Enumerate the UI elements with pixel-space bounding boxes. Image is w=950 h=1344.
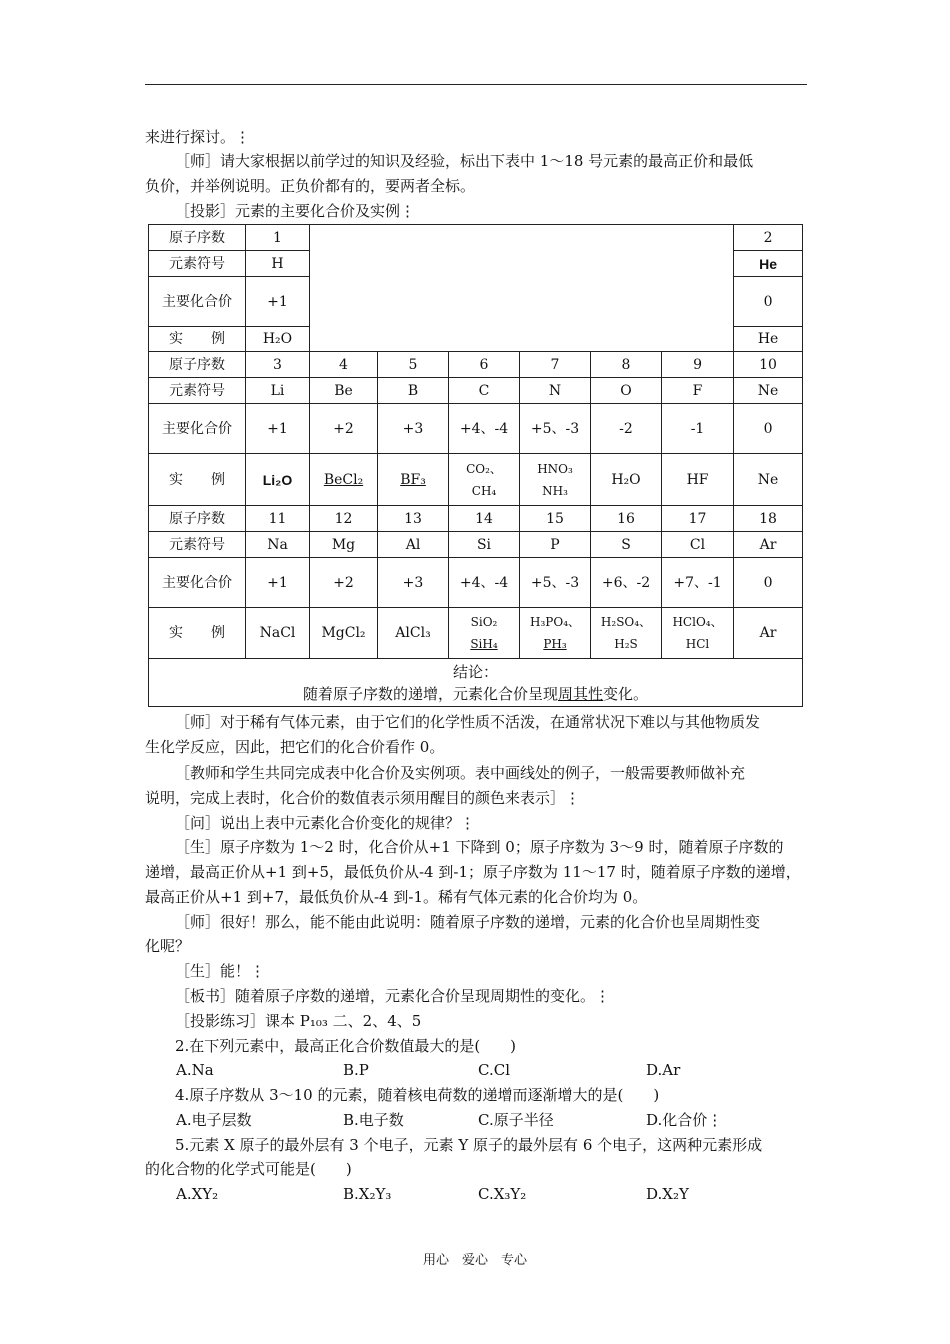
ex-line: CO₂、	[466, 461, 502, 476]
blank-block	[310, 225, 734, 352]
cell-ex: H₂O	[591, 454, 662, 506]
intro-line-3: 负价，并举例说明。正负价都有的，要两者全标。	[145, 177, 476, 195]
cell-val: -1	[662, 404, 734, 454]
q4-option-c: C.原子半径	[478, 1111, 554, 1129]
cell-num: 11	[246, 506, 310, 532]
cell-num-1: 1	[246, 225, 310, 251]
cell-num: 16	[591, 506, 662, 532]
cell-num: 3	[246, 352, 310, 378]
cell-val: +4、-4	[449, 558, 520, 608]
cell-val: -2	[591, 404, 662, 454]
label-example: 实 例	[149, 454, 246, 506]
cell-ex: HF	[662, 454, 734, 506]
cell-ex: Ar	[734, 608, 803, 659]
cell-sym: Na	[246, 532, 310, 558]
cell-val: +1	[246, 558, 310, 608]
cell-val: +4、-4	[449, 404, 520, 454]
cell-ex	[520, 454, 591, 506]
conclusion-key: 周其性	[558, 684, 604, 703]
ex-line: SiO₂	[470, 615, 498, 629]
ex-line: HNO₃	[537, 461, 573, 476]
cell-val: +1	[246, 404, 310, 454]
cell-ex: Li₂O	[246, 454, 310, 506]
para-4b: 递增，最高正价从+1 到+5，最低负价从-4 到-1；原子序数为 11～17 时，随着原子序数的递增，	[145, 863, 801, 881]
para-2a: ［教师和学生共同完成表中化合价及实例项。表中画线处的例子，一般需要教师做补充	[175, 764, 746, 782]
conclusion-pre: 随着原子序数的递增，元素化合价呈现	[303, 684, 559, 703]
cell-ex: Ne	[734, 454, 803, 506]
label-example: 实 例	[149, 327, 246, 352]
cell-ex	[449, 608, 520, 659]
para-4c: 最高正价从+1 到+7，最低负价从-4 到-1。稀有气体元素的化合价均为 0。	[145, 888, 648, 906]
cell-val: 0	[734, 558, 803, 608]
para-7: ［板书］随着原子序数的递增，元素化合价呈现周期性的变化。⋮	[175, 987, 611, 1005]
cell-num: 13	[378, 506, 449, 532]
cell-ex: MgCl₂	[310, 608, 378, 659]
q4-option-d: D.化合价⋮	[646, 1111, 723, 1129]
valence-table	[148, 224, 803, 707]
para-6: ［生］能！⋮	[175, 962, 266, 980]
q5-stem-2: 的化合物的化学式可能是( )	[145, 1160, 352, 1178]
para-5a: ［师］很好！那么，能不能由此说明：随着原子序数的递增，元素的化合价也呈周期性变	[175, 913, 761, 931]
cell-sym: Be	[310, 378, 378, 404]
cell-ex-1: H₂O	[246, 327, 310, 352]
q4-option-b: B.电子数	[343, 1111, 404, 1129]
ex-line: NH₃	[542, 483, 568, 498]
ex-line: H₃PO₄、	[530, 615, 580, 629]
ex-underlined: SiH₄	[470, 637, 498, 651]
cell-sym: Cl	[662, 532, 734, 558]
intro-line-2: ［师］请大家根据以前学过的知识及经验，标出下表中 1～18 号元素的最高正价和最低	[175, 152, 754, 170]
q2-option-a: A.Na	[176, 1061, 214, 1079]
conclusion-post: 变化。	[603, 684, 649, 703]
cell-val: +2	[310, 404, 378, 454]
cell-ex	[378, 454, 449, 506]
cell-sym: Al	[378, 532, 449, 558]
q4-stem: 4.原子序数从 3～10 的元素，随着核电荷数的递增而逐渐增大的是( )	[175, 1086, 660, 1104]
q5-stem-1: 5.元素 X 原子的最外层有 3 个电子，元素 Y 原子的最外层有 6 个电子，这两种元素形成	[175, 1136, 763, 1154]
cell-sym: P	[520, 532, 591, 558]
cell-sym: Si	[449, 532, 520, 558]
cell-sym-1: H	[246, 251, 310, 277]
q2-option-d: D.Ar	[646, 1061, 681, 1079]
ex-underlined: PH₃	[543, 637, 567, 651]
q5-option-a: A.XY₂	[176, 1185, 219, 1203]
label-atomic-number: 原子序数	[149, 506, 246, 532]
cell-sym: Ne	[734, 378, 803, 404]
q5-option-b: B.X₂Y₃	[343, 1185, 392, 1203]
label-symbol: 元素符号	[149, 532, 246, 558]
cell-sym: Li	[246, 378, 310, 404]
page-footer: 用心 爱心 专心	[422, 1253, 527, 1268]
cell-ex-2: He	[734, 327, 803, 352]
cell-num: 12	[310, 506, 378, 532]
para-8: ［投影练习］课本 P₁₀₃ 二、2、4、5	[175, 1012, 422, 1030]
cell-val: +2	[310, 558, 378, 608]
cell-val-2: 0	[734, 277, 803, 327]
intro-line-4: ［投影］元素的主要化合价及实例⋮	[175, 202, 416, 220]
cell-num: 8	[591, 352, 662, 378]
q2-stem: 2.在下列元素中，最高正化合价数值最大的是( )	[175, 1037, 517, 1055]
cell-ex	[310, 454, 378, 506]
cell-sym: O	[591, 378, 662, 404]
cell-num: 4	[310, 352, 378, 378]
cell-num: 18	[734, 506, 803, 532]
cell-num: 7	[520, 352, 591, 378]
cell-sym: N	[520, 378, 591, 404]
para-4a: ［生］原子序数为 1～2 时，化合价从+1 下降到 0；原子序数为 3～9 时，随着原子序数的	[175, 838, 784, 856]
label-symbol: 元素符号	[149, 378, 246, 404]
cell-sym-2: He	[734, 251, 803, 277]
cell-val: 0	[734, 404, 803, 454]
conclusion-cell	[149, 659, 803, 707]
ex-line: HCl	[685, 637, 710, 651]
label-atomic-number: 原子序数	[149, 225, 246, 251]
q5-option-d: D.X₂Y	[646, 1185, 689, 1203]
label-atomic-number: 原子序数	[149, 352, 246, 378]
header-rule	[145, 84, 807, 85]
para-1a: ［师］对于稀有气体元素，由于它们的化学性质不活泼，在通常状况下难以与其他物质发	[175, 713, 761, 731]
cell-num: 17	[662, 506, 734, 532]
cell-num-2: 2	[734, 225, 803, 251]
cell-ex: NaCl	[246, 608, 310, 659]
cell-val: +6、-2	[591, 558, 662, 608]
label-valence: 主要化合价	[149, 404, 246, 454]
para-1b: 生化学反应，因此，把它们的化合价看作 0。	[145, 738, 445, 756]
label-symbol: 元素符号	[149, 251, 246, 277]
conclusion-title: 结论：	[453, 662, 499, 681]
cell-ex	[591, 608, 662, 659]
cell-num: 14	[449, 506, 520, 532]
para-5b: 化呢？	[145, 937, 191, 955]
conclusion-text	[149, 683, 802, 705]
cell-num: 6	[449, 352, 520, 378]
cell-ex	[449, 454, 520, 506]
cell-val: +3	[378, 404, 449, 454]
ex-underlined: BeCl₂	[323, 471, 364, 488]
cell-ex	[662, 608, 734, 659]
para-3: ［问］说出上表中元素化合价变化的规律？⋮	[175, 814, 476, 832]
ex-line: CH₄	[471, 483, 497, 498]
label-valence: 主要化合价	[149, 277, 246, 327]
ex-line: HClO₄、	[672, 615, 723, 629]
cell-val-1: +1	[246, 277, 310, 327]
q2-option-c: C.Cl	[478, 1061, 510, 1079]
cell-ex: AlCl₃	[378, 608, 449, 659]
cell-num: 5	[378, 352, 449, 378]
ex-line: H₂S	[614, 637, 638, 651]
q4-option-a: A.电子层数	[176, 1111, 252, 1129]
cell-val: +3	[378, 558, 449, 608]
q2-option-b: B.P	[343, 1061, 369, 1079]
cell-sym: C	[449, 378, 520, 404]
cell-val: +5、-3	[520, 404, 591, 454]
cell-sym: S	[591, 532, 662, 558]
cell-val: +5、-3	[520, 558, 591, 608]
intro-line-1: 来进行探讨。⋮	[145, 128, 251, 146]
cell-sym: F	[662, 378, 734, 404]
para-2b: 说明，完成上表时，化合价的数值表示须用醒目的颜色来表示］⋮	[145, 789, 581, 807]
cell-sym: B	[378, 378, 449, 404]
cell-sym: Ar	[734, 532, 803, 558]
q5-option-c: C.X₃Y₂	[478, 1185, 527, 1203]
label-example: 实 例	[149, 608, 246, 659]
ex-underlined: BF₃	[400, 471, 426, 488]
label-valence: 主要化合价	[149, 558, 246, 608]
cell-ex	[520, 608, 591, 659]
cell-num: 10	[734, 352, 803, 378]
cell-sym: Mg	[310, 532, 378, 558]
cell-num: 9	[662, 352, 734, 378]
cell-num: 15	[520, 506, 591, 532]
cell-val: +7、-1	[662, 558, 734, 608]
ex-line: H₂SO₄、	[600, 615, 652, 629]
